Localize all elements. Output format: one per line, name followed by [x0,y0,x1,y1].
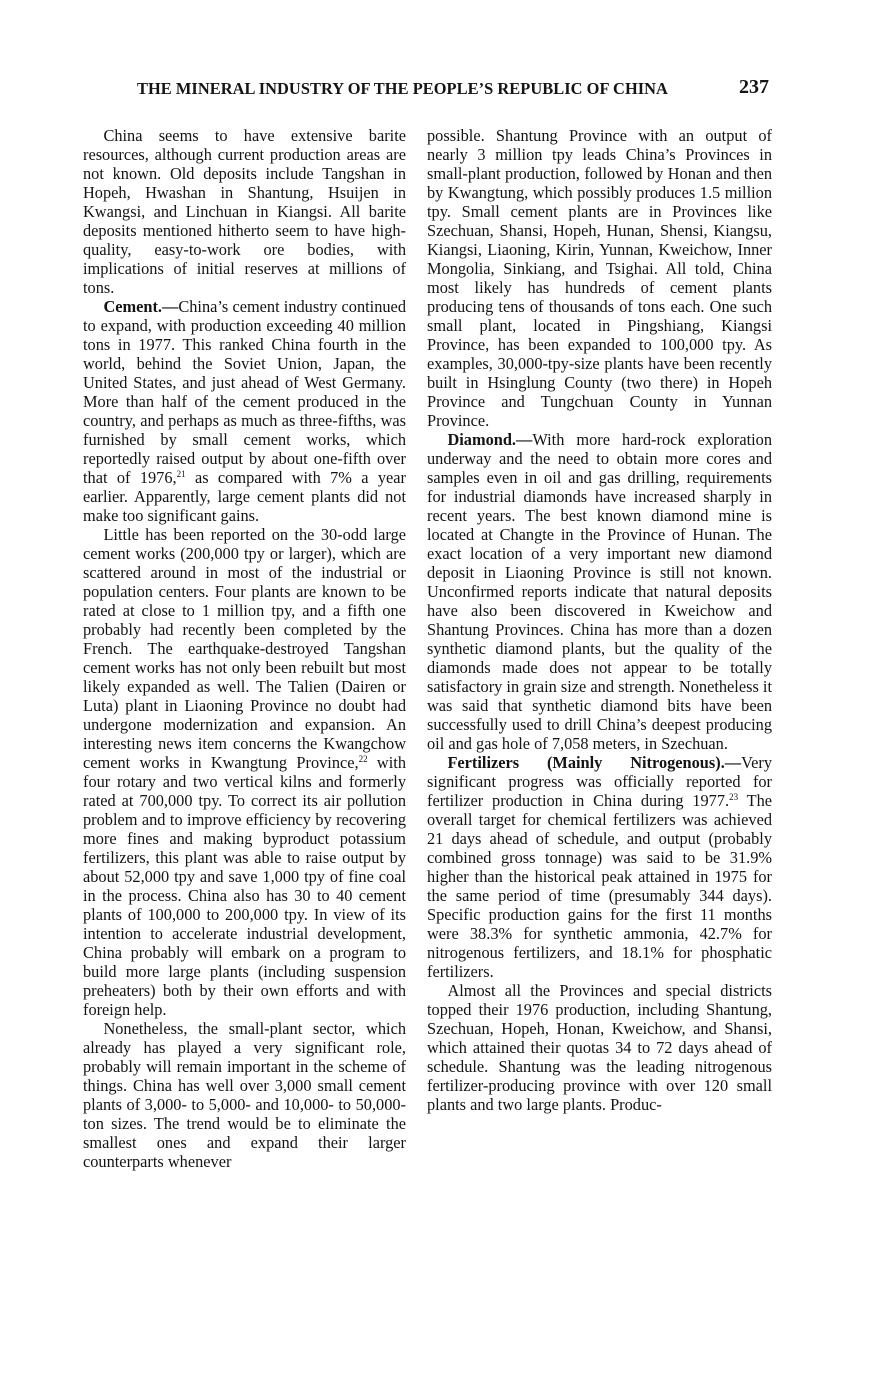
fertilizers-text-b: The overall target for chemical fertilizers was achieved 21 days ahead of schedule, and output (probably combined gross tonnage) was said to be 31.9% higher than the historical peak attained in 1975 for the same period of time (presumably 344 days). Specific production gains for the first 11 months were 38.3% for synthetic ammonia, 42.7% for nitrogenous fertilizers, and 18.1% for phosphatic fertilizers. [427,791,772,981]
diamond-run-in-heading: Diamond.— [447,430,533,449]
fertilizers-paragraph [427,753,772,981]
running-header [0,76,874,102]
cement-run-in-heading: Cement.— [103,297,179,316]
right-column [427,126,772,1114]
cement-paragraph [83,297,406,525]
large-works-text-a: Little has been reported on the 30-odd large cement works (200,000 tpy or larger), which are scattered around in most of the industrial or population centers. Four plants are known to be rated at close to 1 million tpy, and a fifth one probably had recently been completed by the French. The earthquake-destroyed Tangshan cement works has not only been rebuilt but most likely expanded as well. The Talien (Dairen or Luta) plant in Liaoning Province no doubt had undergone modernization and expansion. An interesting news item concerns the Kwangchow cement works in Kwangtung Province, [83,525,406,772]
fertilizers-text-a: Very significant progress was officially reported for fertilizer production in China during 1977. [427,753,772,810]
large-cement-works-paragraph [83,525,406,1019]
cement-text-a: China’s cement industry continued to expand, with production exceeding 40 million tons in 1977. This ranked China fourth in the world, behind the Soviet Union, Japan, the United States, and just ahead of West Germany. More than half of the cement produced in the country, and perhaps as much as three-fifths, was furnished by small cement works, which reportedly raised output by about one-fifth over that of 1976, [83,297,406,487]
left-column [83,126,406,1171]
cement-text-b: as compared with 7% a year earlier. Apparently, large cement plants did not make too significant gains. [83,468,406,525]
provinces-paragraph: Almost all the Provinces and special districts topped their 1976 production, including Shantung, Szechuan, Hopeh, Honan, Kweichow, and Shansi, which attained their quotas 34 to 72 days ahead of schedule. Shantung was the leading nitrogenous fertilizer-producing province with over 120 small plants and two large plants. Produc- [427,981,772,1114]
large-works-text-b: with four rotary and two vertical kilns and formerly rated at 700,000 tpy. To correct its air pollution problem and to improve efficiency by recovering more fines and making byproduct potassium fertilizers, this plant was able to raise output by about 52,000 tpy and save 1,000 tpy of fine coal in the process. China also has 30 to 40 cement plants of 100,000 to 200,000 tpy. In view of its intention to accelerate industrial development, China probably will embark on a program to build more large plants (including suspension preheaters) both by their own efforts and with foreign help. [83,753,406,1019]
footnote-ref-23: 23 [729,792,739,802]
running-header-title: THE MINERAL INDUSTRY OF THE PEOPLE’S REPUBLIC OF CHINA [137,79,668,98]
diamond-text: With more hard-rock exploration underway and the need to obtain more cores and samples even in oil and gas drilling, requirements for industrial diamonds have increased sharply in recent years. The best known diamond mine is located at Changte in the Province of Hunan. The exact location of a very important new diamond deposit in Liaoning Province is still not known. Unconfirmed reports indicate that natural deposits have also been discovered in Kweichow and Shantung Provinces. China has more than a dozen synthetic diamond plants, but the quality of the diamonds made does not appear to be totally satisfactory in grain size and strength. Nonetheless it was said that synthetic diamond bits have been successfully used to drill China’s deepest producing oil and gas hole of 7,058 meters, in Szechuan. [427,430,772,753]
diamond-paragraph [427,430,772,753]
fertilizers-run-in-heading: Fertilizers (Mainly Nitrogenous).— [447,753,742,772]
footnote-ref-22: 22 [358,754,368,764]
page-number: 237 [739,76,769,98]
small-plant-continuation-paragraph: possible. Shantung Province with an output of nearly 3 million tpy leads China’s Provinces in small-plant production, followed by Honan and then by Kwangtung, which possibly produces 1.5 million tpy. Small cement plants are in Provinces like Szechuan, Shansi, Hopeh, Hunan, Shensi, Kiangsu, Kiangsi, Liaoning, Kirin, Yunnan, Kweichow, Inner Mongolia, Sinkiang, and Tsighai. All told, China most likely has hundreds of cement plants producing tens of thousands of tons each. One such small plant, located in Pingshiang, Kiangsi Province, has been expanded to 100,000 tpy. As examples, 30,000-tpy-size plants have been recently built in Hsinglung County (two there) in Hopeh Province and Tungchuan County in Yunnan Province. [427,126,772,430]
small-plant-paragraph: Nonetheless, the small-plant sector, which already has played a very significant role, probably will remain important in the scheme of things. China has well over 3,000 small cement plants of 3,000- to 5,000- and 10,000- to 50,000-ton sizes. The trend would be to eliminate the smallest ones and expand their larger counterparts whenever [83,1019,406,1171]
footnote-ref-21: 21 [176,469,186,479]
barite-paragraph: China seems to have extensive barite resources, although current production areas are not known. Old deposits include Tangshan in Hopeh, Hwashan in Shantung, Hsuijen in Kwangsi, and Linchuan in Kiangsi. All barite deposits mentioned hitherto seem to have high-quality, easy-to-work ore bodies, with implications of initial reserves at millions of tons. [83,126,406,297]
